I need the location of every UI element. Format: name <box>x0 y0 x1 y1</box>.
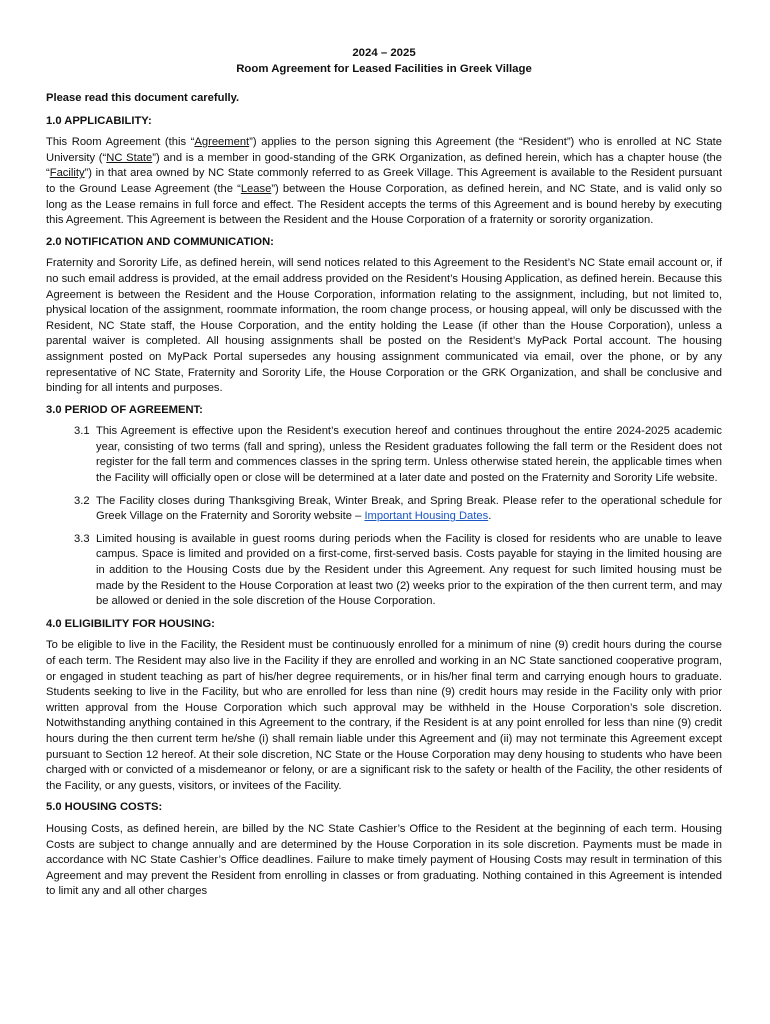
section-4-body: To be eligible to live in the Facility, the Resident must be continuously enrolled for a minimum of nine (9) credit hours during the course of each term. The Resident may also live in the Facility if they are enrolled and working in an NC State sanctioned cooperative program, or engaged in student teaching as part of his/her degree requirements, or in his/her final term and carrying enough hours to graduate. Students seeking to live in the Facility, but who are enrolled for less than nine (9) credit hours may reside in the Facility only with prior written approval from the House Corporation which such approval may be withheld in the House Corporation’s sole discretion. Notwithstanding anything contained in this Agreement to the contrary, if the Resident is at any point enrolled for less than nine (9) credit hours during the then current term he/she (i) shall remain liable under this Agreement and (ii) may not terminate this Agreement except pursuant to Section 12 hereof. At their sole discretion, NC State or the House Corporation may deny housing to students who have been charged with or convicted of a misdemeanor or felony, or are a significant risk to the safety or health of the Facility, the other residents of the Facility, or any guests, visitors, or invitees of the Facility. <box>46 639 722 792</box>
document-title: Room Agreement for Leased Facilities in Greek Village <box>236 63 532 75</box>
section-3-2-item <box>74 494 722 525</box>
item-text: Limited housing is available in guest rooms during periods when the Facility is closed for residents who are unable to leave campus. Space is limited and provided on a first-come, first-served basis. Costs payable for staying in the limited housing are in addition to the Housing Costs due by the Resident under this Agreement. Any request for such limited housing must be made by the Resident to the House Corporation at least two (2) weeks prior to the expiration of the then current term, and may be allowed or denied in the sole discretion of the House Corporation. <box>96 532 722 608</box>
document-year: 2024 – 2025 <box>352 47 416 59</box>
section-1-body: This Room Agreement (this “Agreement”) applies to the person signing this Agreement (the “Resident”) who is enrolled at NC State University (“NC State”) and is a member in good-standing of the GRK Organization, as defined herein, which has a chapter house (the “Facility”) in that area owned by NC State commonly referred to as Greek Village. This Agreement is available to the Resident pursuant to the Ground Lease Agreement (the “Lease”) between the House Corporation, as defined herein, and NC State, and is valid only so long as the Lease remains in full force and effect. The Resident accepts the terms of this Agreement and is bound hereby by executing this Agreement. This Agreement is between the Resident and the House Corporation of a fraternity or sorority organization. <box>46 136 722 227</box>
section-2-heading: 2.0 NOTIFICATION AND COMMUNICATION: <box>46 235 274 248</box>
section-1-heading: 1.0 APPLICABILITY: <box>46 114 152 127</box>
item-text: This Agreement is effective upon the Resident’s execution hereof and continues throughout the entire 2024-2025 academic year, consisting of two terms (fall and spring), unless the Resident graduates following the fall term or the Resident does not register for the fall term and commences classes in the spring term. Unless otherwise stated herein, the applicable times when the Facility will officially open or close will be determined at a later date and posted on the Fraternity and Sorority Life website. <box>96 425 722 485</box>
term-nc-state: NC State <box>106 151 153 164</box>
important-housing-dates-link[interactable]: Important Housing Dates <box>364 510 489 523</box>
term-agreement: Agreement <box>194 136 250 149</box>
section-3-heading: 3.0 PERIOD OF AGREEMENT: <box>46 403 203 416</box>
item-number: 3.1 <box>74 425 90 438</box>
section-5-heading: 5.0 HOUSING COSTS: <box>46 801 163 814</box>
term-lease: Lease <box>240 182 272 195</box>
item-number: 3.3 <box>74 532 90 545</box>
section-5-body: Housing Costs, as defined herein, are billed by the NC State Cashier’s Office to the Resident at the beginning of each term. Housing Costs are subject to change annually and are determined by the House Corporation in its sole discretion. Payments must be made in accordance with NC State Cashier’s Office deadlines. Failure to make timely payment of Housing Costs may result in termination of this Agreement and may prevent the Resident from enrolling in classes or from graduating. Nothing contained in this Agreement is intended to limit any and all other charges <box>46 822 722 898</box>
section-2-body: Fraternity and Sorority Life, as defined herein, will send notices related to this Agreement to the Resident’s NC State email account or, if no such email address is provided, at the email address provided on the Resident’s Housing Application, as defined herein. Because this Agreement is between the Resident and the House Corporation, information relating to the assignment, including, but not limited to, physical location of the assignment, roommate information, the room change process, or housing appeal, will only be discussed with the Resident, NC State staff, the House Corporation, and the entity holding the Lease (if other than the House Corporation), unless a parental waiver is completed. All housing assignments shall be posted on the Resident’s MyPack Portal account. The housing assignment posted on MyPack Portal supersedes any housing assignment communicated via email, over the phone, or by any representative of NC State, Fraternity and Sorority Life, the House Corporation or the GRK Organization, and shall be conclusive and binding for all intents and purposes. <box>46 257 722 395</box>
item-number: 3.2 <box>74 494 90 507</box>
section-3-3-item <box>74 532 722 610</box>
item-text: The Facility closes during Thanksgiving Break, Winter Break, and Spring Break. Please refer to the operational schedule for Greek Village on the Fraternity and Sorority website – Important Housing Dates. <box>96 494 722 523</box>
document-title-block <box>46 45 722 77</box>
section-3-1-item <box>74 424 722 486</box>
section-4-heading: 4.0 ELIGIBILITY FOR HOUSING: <box>46 617 215 630</box>
term-facility: Facility <box>49 167 85 180</box>
intro-notice: Please read this document carefully. <box>46 92 240 104</box>
